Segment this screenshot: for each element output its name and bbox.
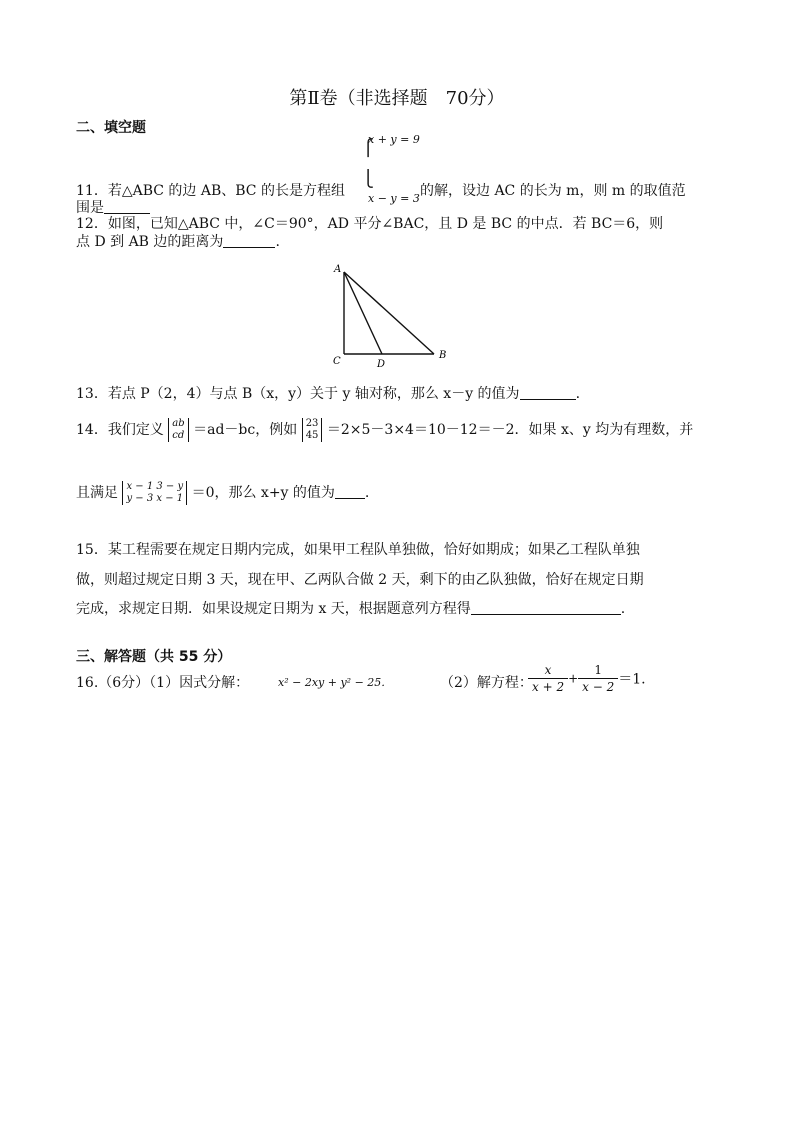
q15-text: 完成，求规定日期．如果设规定日期为 x 天，根据题意列方程得 (76, 601, 471, 617)
det1-row1: ab (172, 418, 185, 429)
determinant-2 (302, 418, 323, 442)
q16-expr: x² − 2xy + y² − 25． (278, 676, 393, 689)
q14-answer-blank (335, 484, 365, 499)
fraction-1 (528, 662, 568, 695)
q14-mid1: ＝ad－bc，例如 (193, 422, 298, 438)
q11-text-b: 的解，设边 AC 的长为 m，则 m 的取值范 (420, 183, 686, 199)
q13-answer-blank (520, 385, 576, 400)
label-b: B (439, 350, 447, 361)
section-3-heading: 三、解答题（共 55 分） (76, 649, 232, 665)
page-title: 第Ⅱ卷（非选择题 70分） (289, 88, 505, 109)
frac2-num: 1 (578, 662, 618, 679)
section-2-heading: 二、填空题 (76, 120, 146, 136)
q11-system-bottom: x − y = 3 (368, 192, 420, 205)
brace-icon-lower: ⎩ (362, 169, 374, 188)
label-c: C (333, 356, 341, 367)
frac2-den: x − 2 (582, 680, 615, 694)
determinant-1 (168, 418, 188, 442)
det2-row1: 23 (305, 418, 319, 429)
frac1-den: x + 2 (532, 680, 565, 694)
side-ab (344, 272, 434, 354)
q11-text-a: 11．若△ABC 的边 AB、BC 的长是方程组 (76, 183, 345, 199)
q11-answer-blank (104, 199, 150, 214)
q13: 13．若点 P（2，4）与点 B（x，y）关于 y 轴对称，那么 x－y 的值为 . (76, 386, 581, 402)
det1-row2: cd (172, 430, 185, 441)
q15-line1: 15．某工程需要在规定日期内完成，如果甲工程队单独做，恰好如期成；如果乙工程队单独 (76, 542, 640, 558)
fraction-2 (578, 662, 618, 695)
det2-row2: 45 (305, 430, 319, 441)
equals-one: ＝1. (618, 671, 646, 688)
triangle-figure (326, 258, 466, 374)
frac1-num: x (528, 662, 568, 679)
q15-answer-blank (471, 600, 621, 615)
q12-answer-blank (223, 233, 275, 248)
q14-line2: 且满足 x − 1 3 − y y − 3 x − 1 ＝0，那么 x+y 的值为 . (76, 481, 370, 504)
q15-line3: 完成，求规定日期．如果设规定日期为 x 天，根据题意列方程得 . (76, 601, 626, 617)
det3-row1: x − 1 3 − y (126, 481, 184, 492)
q11-text-c: 围是 (76, 200, 104, 216)
q16-part2: （2）解方程： (440, 675, 533, 691)
q12-text: 点 D 到 AB 边的距离为 (76, 234, 224, 250)
det3-row2: y − 3 x − 1 (126, 493, 184, 504)
q13-text: 13．若点 P（2，4）与点 B（x，y）关于 y 轴对称，那么 x－y 的值为 (76, 386, 520, 402)
q14-line1 (76, 418, 693, 442)
q12-line1: 12．如图，已知△ABC 中，∠C＝90°，AD 平分∠BAC，且 D 是 BC 的中点．若 BC＝6，则 (76, 216, 664, 232)
q16-equation (528, 662, 646, 695)
q11-system-top: x + y = 9 (368, 133, 420, 146)
label-d: D (377, 359, 386, 370)
brace-icon: ⎧ (362, 138, 374, 157)
q14-mid2: ＝2×5－3×4＝10－12＝－2．如果 x、y 均为有理数，并 (326, 422, 694, 438)
q15-line2: 做，则超过规定日期 3 天，现在甲、乙两队合做 2 天，剩下的由乙队独做，恰好在规定日期 (76, 572, 644, 588)
segment-ad (344, 272, 382, 354)
q14-line2-suffix: ＝0，那么 x+y 的值为 (191, 485, 335, 501)
q16-prefix: 16.（6分）（1）因式分解： (76, 675, 250, 691)
q14-line2-prefix: 且满足 (76, 485, 118, 501)
q12-line2: 点 D 到 AB 边的距离为 . (76, 234, 280, 250)
q14-prefix: 14．我们定义 (76, 422, 164, 438)
determinant-3 (122, 481, 187, 505)
label-a: A (334, 264, 342, 275)
plus-sign: + (568, 671, 579, 686)
